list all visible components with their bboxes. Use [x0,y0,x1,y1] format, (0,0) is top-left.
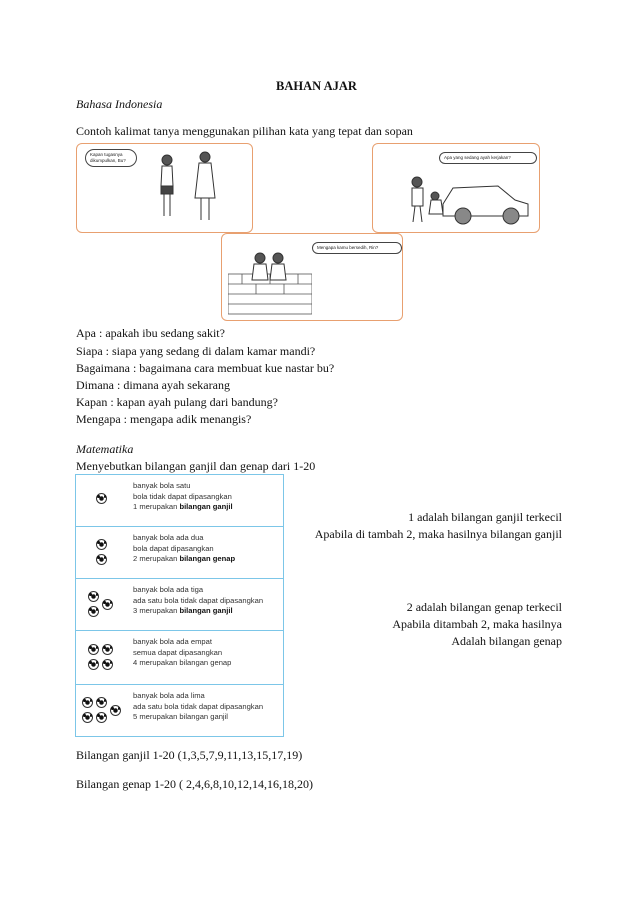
ball-row-text [133,637,231,669]
even-note-3: Adalah bilangan genap [451,634,562,648]
ball-row-line: banyak bola ada tiga [133,585,204,594]
soccer-ball-icon [102,599,113,610]
ball-row-emphasis: bilangan ganjil [179,502,233,512]
comic-panel-friends [221,233,403,321]
example-kapan: Kapan : kapan ayah pulang dari bandung? [76,395,278,409]
ball-row-text [133,533,235,565]
comic-panel-teacher [76,143,253,233]
soccer-ball-icon [96,539,107,550]
soccer-ball-icon [102,659,113,670]
soccer-ball-icon [110,705,121,716]
even-note-1: 2 adalah bilangan genap terkecil [406,600,562,614]
ball-row [76,579,283,631]
even-numbers-list: Bilangan genap 1-20 ( 2,4,6,8,10,12,14,16,18,20) [76,777,313,791]
ball-row-line: 3 merupakan [133,606,180,616]
ball-group [76,579,122,630]
soccer-ball-icon [96,712,107,723]
odd-note-2: Apabila di tambah 2, maka hasilnya bilangan ganjil [314,527,562,541]
ball-row-line: banyak bola ada dua [133,533,204,542]
car-illustration [403,164,533,230]
soccer-ball-icon [102,644,113,655]
ball-row-emphasis: bilangan ganjil [179,606,233,616]
ball-row-line: bola dapat dipasangkan [133,543,214,553]
ball-row-text [133,691,263,723]
example-mengapa: Mengapa : mengapa adik menangis? [76,412,252,426]
ball-row-line: bola tidak dapat dipasangkan [133,491,232,501]
soccer-ball-icon [96,554,107,565]
example-siapa: Siapa : siapa yang sedang di dalam kamar mandi? [76,344,316,358]
odd-numbers-list: Bilangan ganjil 1-20 (1,3,5,7,9,11,13,15,17,19) [76,748,303,762]
page-title: BAHAN AJAR [276,79,357,93]
subject-heading-matematika: Matematika [76,442,134,456]
ball-row-text [133,481,233,513]
ball-group [76,527,122,578]
ball-row-text [133,585,263,617]
ball-row-line: 5 merupakan bilangan ganjil [133,712,228,722]
ball-row-line: ada satu bola tidak dapat dipasangkan [133,595,264,605]
soccer-ball-icon [82,697,93,708]
ball-row-line: 1 merupakan [133,502,180,512]
soccer-ball-icon [88,644,99,655]
ball-row-line: banyak bola ada empat [133,637,212,646]
speech-bubble: Kapan tugasnya dikumpulkan, Bu? [85,149,137,167]
friends-illustration [228,244,312,316]
speech-bubble: Apa yang sedang ayah kerjakan? [439,152,537,164]
ball-row [76,631,283,685]
math-intro-text: Menyebutkan bilangan ganjil dan genap dari 1-20 [76,459,316,473]
soccer-ball-icon [82,712,93,723]
speech-bubble: Mengapa kamu bersedih, Rin? [312,242,402,254]
ball-group [76,685,122,735]
children-illustration [147,148,237,228]
ball-group [76,631,122,684]
ball-row-line: ada satu bola tidak dapat dipasangkan [133,701,264,711]
example-dimana: Dimana : dimana ayah sekarang [76,378,230,392]
ball-row [76,527,283,579]
ball-row [76,685,283,735]
ball-row-line: 2 merupakan [133,554,180,564]
ball-row-line: banyak bola satu [133,481,191,490]
example-apa: Apa : apakah ibu sedang sakit? [76,326,225,340]
soccer-ball-icon [96,697,107,708]
soccer-ball-icon [88,659,99,670]
comic-panel-car [372,143,540,233]
odd-note-1: 1 adalah bilangan ganjil terkecil [408,510,562,524]
example-bagaimana: Bagaimana : bagaimana cara membuat kue nastar bu? [76,361,335,375]
ball-row-line: semua dapat dipasangkan [133,647,223,657]
soccer-ball-icon [96,493,107,504]
ball-group [76,475,122,526]
soccer-ball-icon [88,591,99,602]
even-note-2: Apabila ditambah 2, maka hasilnya [392,617,562,631]
soccer-ball-icon [88,606,99,617]
ball-row-emphasis: bilangan genap [179,554,236,564]
ball-row-line: 4 merupakan bilangan genap [133,658,232,668]
ball-row-line: banyak bola ada lima [133,691,205,700]
subject-heading-bahasa: Bahasa Indonesia [76,97,163,111]
ball-row [76,475,283,527]
intro-text: Contoh kalimat tanya menggunakan pilihan kata yang tepat dan sopan [76,124,413,138]
odd-even-ball-table [75,474,284,737]
